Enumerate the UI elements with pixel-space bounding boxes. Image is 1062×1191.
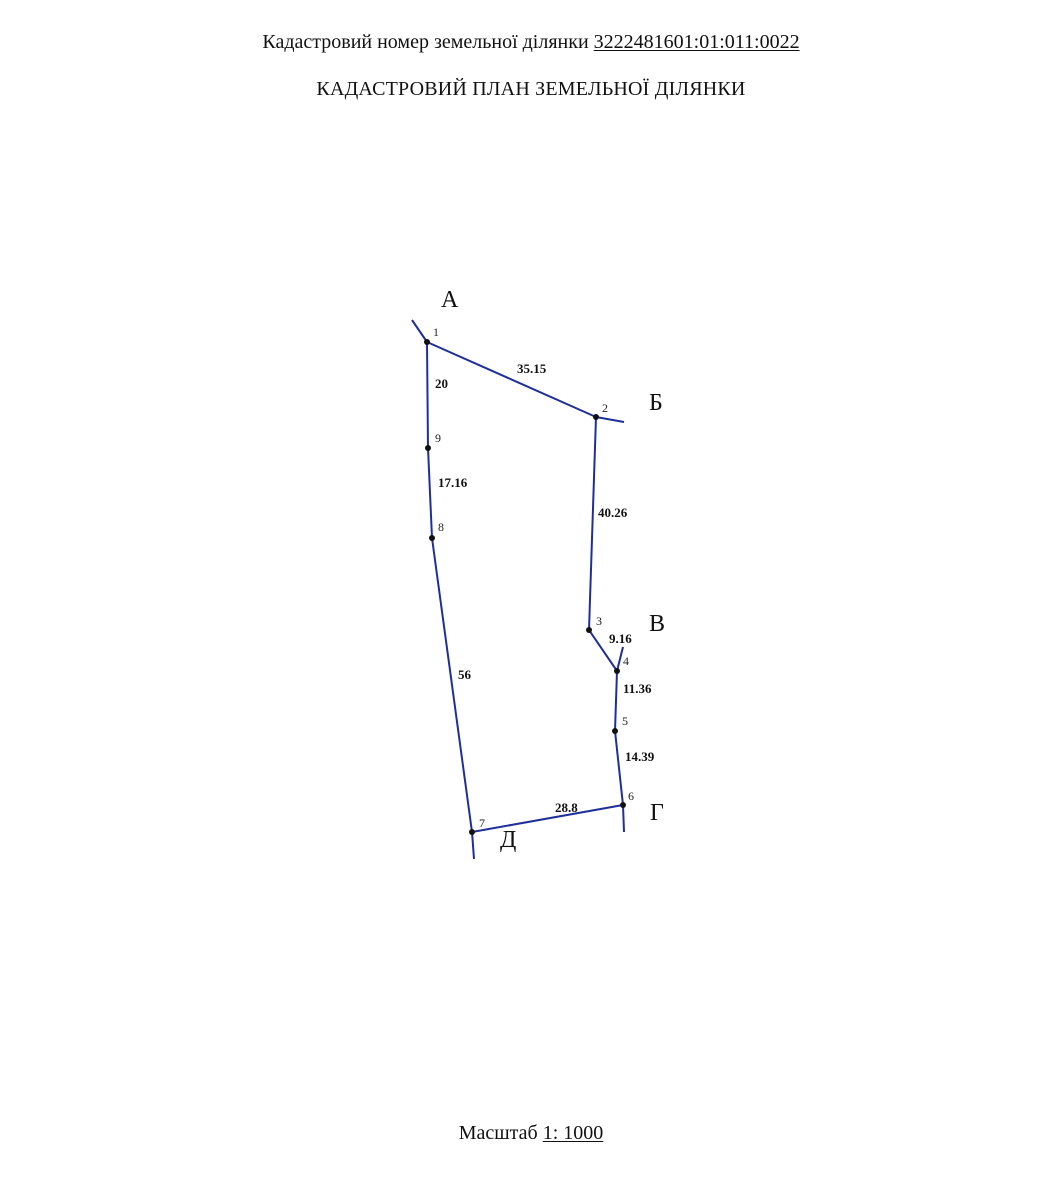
segment-length-9-1: 20 — [435, 376, 448, 391]
segment-length-3-4: 9.16 — [609, 631, 632, 646]
vertex-point-2 — [593, 414, 599, 420]
segment-length-7-8: 56 — [458, 667, 471, 682]
neighbor-letter-g: Г — [650, 800, 664, 826]
vertex-label-1: 1 — [433, 325, 439, 339]
segment-length-2-3: 40.26 — [598, 505, 628, 520]
neighbor-letter-b: Б — [649, 390, 663, 416]
segment-length-8-9: 17.16 — [438, 475, 468, 490]
segment-length-5-6: 14.39 — [625, 749, 655, 764]
vertex-label-2: 2 — [602, 401, 608, 415]
plan-title: КАДАСТРОВИЙ ПЛАН ЗЕМЕЛЬНОЇ ДІЛЯНКИ — [316, 78, 746, 100]
scale-value: 1: 1000 — [542, 1122, 604, 1144]
vertex-label-4: 4 — [623, 654, 629, 668]
segment-length-4-5: 11.36 — [623, 681, 652, 696]
vertex-label-9: 9 — [435, 431, 441, 445]
segment-length-1-2: 35.15 — [517, 361, 547, 376]
vertex-point-9 — [425, 445, 431, 451]
vertex-labels — [433, 325, 634, 830]
vertex-point-5 — [612, 728, 618, 734]
vertex-point-7 — [469, 829, 475, 835]
boundary-tick-d — [472, 832, 474, 859]
neighbor-letter-v: В — [649, 611, 666, 637]
vertex-point-8 — [429, 535, 435, 541]
scale-label: Масштаб — [458, 1122, 538, 1144]
vertex-label-6: 6 — [628, 789, 634, 803]
vertex-point-6 — [620, 802, 626, 808]
vertex-label-7: 7 — [479, 816, 485, 830]
boundary-tick-b — [596, 417, 624, 422]
vertex-label-3: 3 — [596, 614, 602, 628]
cadastral-number-label: Кадастровий номер земельної ділянки — [262, 31, 589, 53]
vertex-points — [424, 339, 626, 835]
scale-line — [0, 1121, 1062, 1145]
cadastral-number-value: 3222481601:01:011:0022 — [593, 31, 800, 53]
vertex-label-5: 5 — [622, 714, 628, 728]
neighbor-letter-d: Д — [500, 827, 517, 853]
segment-lengths — [435, 361, 655, 815]
segment-length-6-7: 28.8 — [555, 800, 578, 815]
neighbor-letters — [441, 287, 665, 853]
vertex-point-4 — [614, 668, 620, 674]
boundary-tick-g — [623, 805, 624, 832]
vertex-point-3 — [586, 627, 592, 633]
boundary-tick-a — [412, 320, 427, 342]
neighbor-letter-a: А — [441, 287, 459, 313]
vertex-point-1 — [424, 339, 430, 345]
vertex-label-8: 8 — [438, 520, 444, 534]
